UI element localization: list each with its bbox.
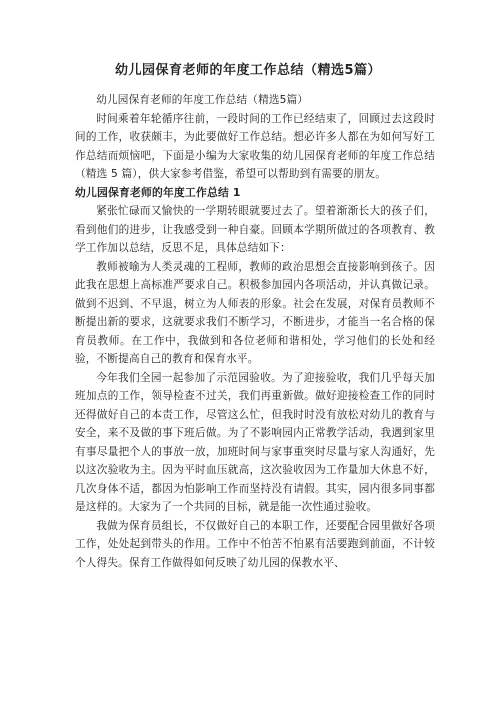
body-paragraph: 教师被喻为人类灵魂的工程师，教师的政治思想会直接影响到孩子。因此我在思想上高标准严要求自己。积极参加园内各项活动，并认真做记录。做到不迟到、不早退，树立为人师表的形象。社会在发展，对保育员教师不断提出新的要求，这就要求我们不断学习，不断进步，才能当一名合格的保育员教师。在工作中，我做到和各位老师和谐相处，学习他们的长处和经验，不断提高自己的教育和保育水平。 bbox=[75, 260, 435, 365]
section-heading: 幼儿园保育老师的年度工作总结 1 bbox=[75, 185, 241, 199]
body-paragraph: 今年我们全园一起参加了示范园验收。为了迎接验收，我们几乎每天加班加点的工作，领导检查不过关，我们再重新做。做好迎接检查工作的同时还得做好自己的本责工作，尽管这么忙，但我时时没有放松对幼儿的教育与安全，来不及做的事下班后做。为了不影响园内正常教学活动，我遇到家里有事尽量把个人的事放一放，加班时间与家事重突时尽量与家人沟通好，先以这次验收为主。因为平时血压就高，这次验收因为工作量加大休息不好，几次身体不适，都因为怕影响工作而坚持没有请假。其实，园内很多同事都是这样的。大家为了一个共同的目标，就是能一次性通过验收。 bbox=[75, 371, 435, 513]
body-paragraph: 我做为保育员组长，不仅做好自己的本职工作，还要配合园里做好各项工作，处处起到带头的作用。工作中不怕苦不怕累有活要跑到前面，不计较个人得失。保育工作做得如何反映了幼儿园的保教水平、 bbox=[75, 519, 435, 569]
body-paragraph: 紧张忙碌而又愉快的一学期转眼就要过去了。望着渐渐长大的孩子们，看到他们的进步，让我感受到一种自豪。回顾本学期所做过的各项教育、教学工作加以总结，反思不足，具体总结如下： bbox=[75, 205, 435, 254]
document-title: 幼儿园保育老师的年度工作总结（精选5篇） bbox=[114, 63, 382, 78]
document-subtitle: 幼儿园保育老师的年度工作总结（精选5篇） bbox=[96, 94, 309, 106]
intro-paragraph: 时间乘着年轮循序往前，一段时间的工作已经结束了，回顾过去这段时间的工作，收获颇丰，为此要做好工作总结。想必许多人都在为如何写好工作总结而烦恼吧，下面是小编为大家收集的幼儿园保育老师的年度工作总结（精选 5 篇），供大家参考借鉴，希望可以帮助到有需要的朋友。 bbox=[75, 112, 435, 180]
